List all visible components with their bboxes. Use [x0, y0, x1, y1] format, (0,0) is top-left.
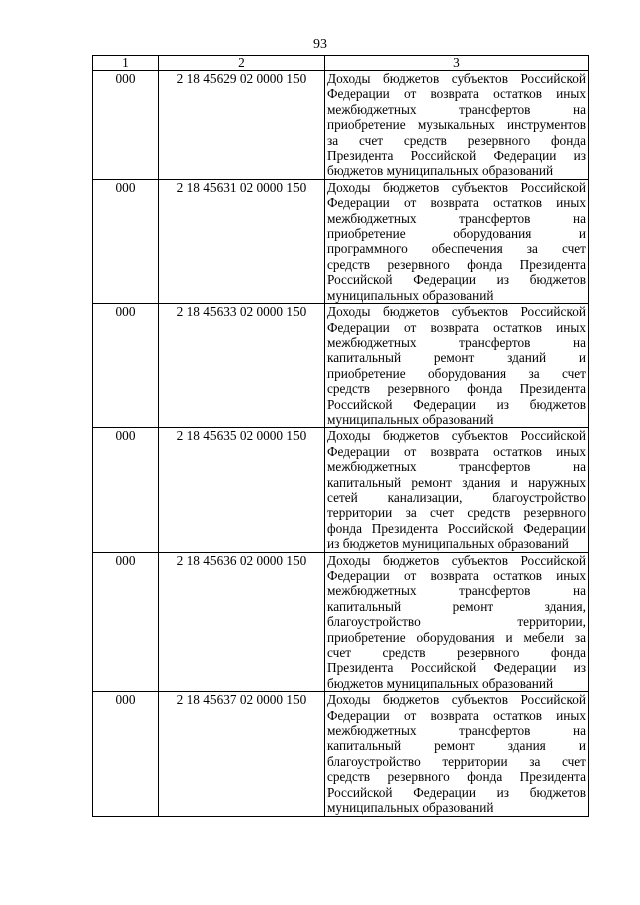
admin-code-cell: 000	[93, 428, 159, 552]
description-line: Доходы бюджетов субъектов Российской	[327, 71, 586, 86]
kbk-code-cell: 2 18 45631 02 0000 150	[159, 179, 325, 303]
description-line: муниципальных образований	[327, 800, 494, 816]
description-line: за счет средств резервного фонда	[327, 132, 586, 148]
description-line: программного обеспечения за счет	[327, 241, 586, 257]
description-line: Российской Федерации из бюджетов	[327, 784, 586, 800]
kbk-code-cell: 2 18 45636 02 0000 150	[159, 552, 325, 692]
description-line: Доходы бюджетов субъектов Российской	[327, 428, 586, 444]
description-line: средств резервного фонда Президента	[327, 256, 586, 272]
description-line: Российской Федерации из бюджетов	[327, 396, 586, 412]
description-line: сетей канализации, благоустройство	[327, 489, 586, 505]
kbk-code-cell: 2 18 45629 02 0000 150	[159, 71, 325, 180]
description-line: муниципальных образований	[327, 411, 494, 427]
description-line: межбюджетных трансфертов на	[327, 459, 586, 475]
description-cell	[325, 692, 589, 816]
description-line: приобретение оборудования за счет	[327, 365, 586, 381]
description-line: счет средств резервного фонда	[327, 645, 586, 661]
page-number: 93	[313, 37, 327, 52]
description-line: благоустройство территории,	[327, 614, 586, 630]
table-row	[93, 552, 589, 692]
description-line: бюджетов муниципальных образований	[327, 163, 554, 179]
description-line: Федерации от возврата остатков иных	[327, 319, 586, 335]
description-line: Федерации от возврата остатков иных	[327, 86, 586, 102]
description-line: межбюджетных трансфертов на	[327, 101, 586, 117]
admin-code-cell: 000	[93, 304, 159, 428]
kbk-code-cell: 2 18 45635 02 0000 150	[159, 428, 325, 552]
description-line: фонда Президента Российской Федерации	[327, 520, 586, 536]
description-line: Доходы бюджетов субъектов Российской	[327, 552, 586, 568]
table-row	[93, 692, 589, 816]
description-line: Доходы бюджетов субъектов Российской	[327, 179, 586, 195]
description-line: благоустройство территории за счет	[327, 753, 586, 769]
budget-codes-table	[92, 55, 589, 817]
description-line: Доходы бюджетов субъектов Российской	[327, 692, 586, 708]
description-line: Президента Российской Федерации из	[327, 660, 586, 676]
column-header-1: 1	[93, 56, 159, 71]
table-header	[93, 56, 589, 71]
description-line: межбюджетных трансфертов на	[327, 723, 586, 739]
description-line: Федерации от возврата остатков иных	[327, 568, 586, 583]
admin-code-cell: 000	[93, 552, 159, 692]
description-line: приобретение оборудования и мебели за	[327, 629, 586, 645]
description-line: межбюджетных трансфертов на	[327, 334, 586, 350]
description-line: Федерации от возврата остатков иных	[327, 443, 586, 459]
description-line: Президента Российской Федерации из	[327, 148, 586, 164]
description-line: территории за счет средств резервного	[327, 505, 586, 521]
description-line: Доходы бюджетов субъектов Российской	[327, 304, 586, 320]
column-header-2: 2	[159, 56, 325, 71]
description-line: капитальный ремонт здания и наружных	[327, 474, 586, 490]
table-row	[93, 428, 589, 552]
description-line: межбюджетных трансфертов на	[327, 583, 586, 599]
description-line: муниципальных образований	[327, 287, 494, 303]
table-row	[93, 304, 589, 428]
description-line: капитальный ремонт зданий и	[327, 350, 586, 366]
description-line: Российской Федерации из бюджетов	[327, 272, 586, 288]
description-line: средств резервного фонда Президента	[327, 769, 586, 785]
description-line: Федерации от возврата остатков иных	[327, 707, 586, 723]
description-cell	[325, 428, 589, 552]
description-line: из бюджетов муниципальных образований	[327, 536, 569, 552]
admin-code-cell: 000	[93, 692, 159, 816]
description-line: капитальный ремонт здания и	[327, 738, 586, 754]
description-cell	[325, 552, 589, 692]
description-line: капитальный ремонт здания,	[327, 598, 586, 614]
description-cell	[325, 304, 589, 428]
description-cell	[325, 179, 589, 303]
kbk-code-cell: 2 18 45633 02 0000 150	[159, 304, 325, 428]
description-line: приобретение оборудования и	[327, 226, 586, 242]
table-body	[93, 71, 589, 817]
description-line: бюджетов муниципальных образований	[327, 675, 554, 691]
table-row	[93, 179, 589, 303]
description-cell	[325, 71, 589, 180]
kbk-code-cell: 2 18 45637 02 0000 150	[159, 692, 325, 816]
description-line: Федерации от возврата остатков иных	[327, 195, 586, 211]
admin-code-cell: 000	[93, 179, 159, 303]
column-header-3: 3	[325, 56, 589, 71]
table-row	[93, 71, 589, 180]
description-line: средств резервного фонда Президента	[327, 381, 586, 397]
header-row	[93, 56, 589, 71]
description-line: межбюджетных трансфертов на	[327, 210, 586, 226]
admin-code-cell: 000	[93, 71, 159, 180]
description-line: приобретение музыкальных инструментов	[327, 117, 586, 133]
